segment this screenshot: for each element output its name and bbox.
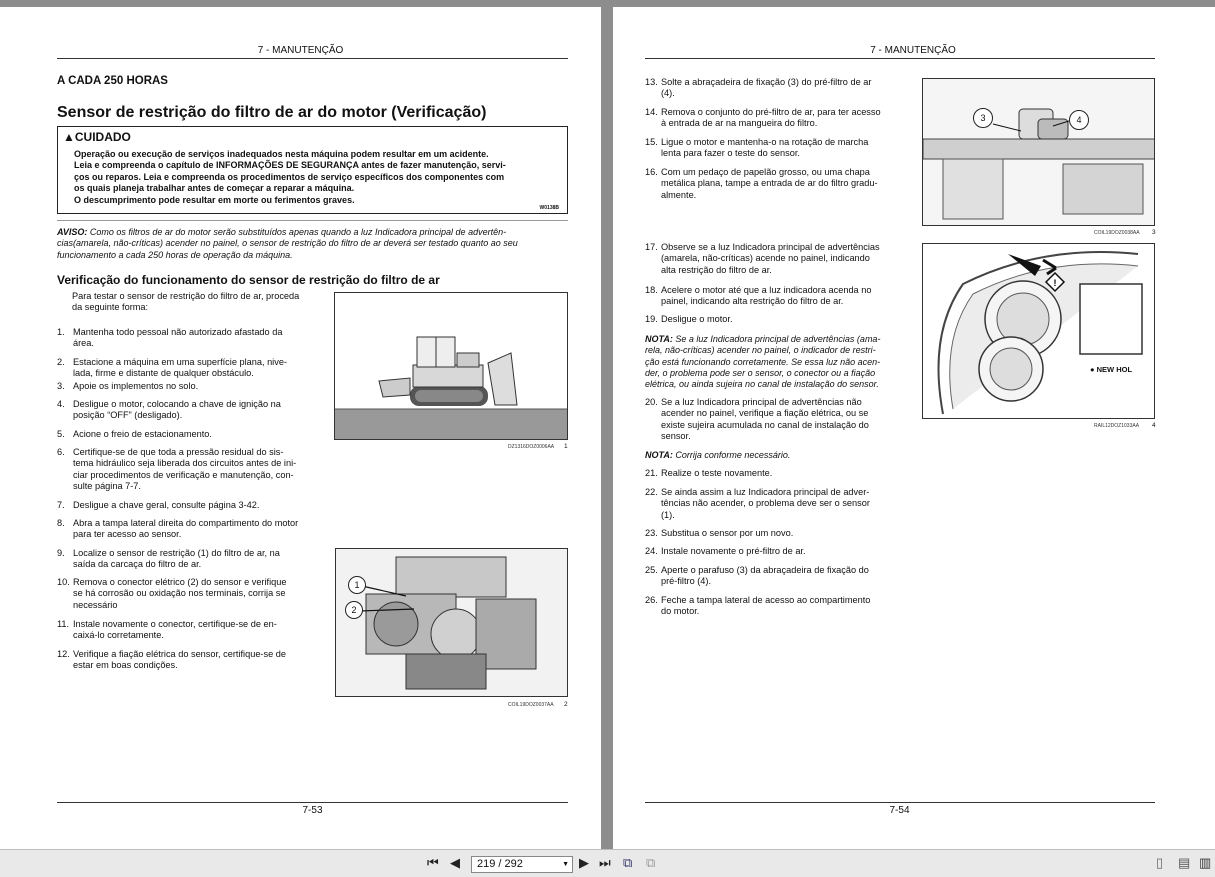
step-text: Solte a abraçadeira de fixação (3) do pré-filtro de ar (4). (661, 77, 872, 99)
first-page-icon[interactable]: ⏮ (427, 855, 439, 870)
step-number: 25. (645, 565, 658, 575)
step-text: Acione o freio de estacionamento. (73, 429, 212, 439)
nota-2: NOTA: Corrija conforme necessário. (645, 450, 791, 460)
figure-4-dashboard (922, 243, 1155, 419)
nota-1: NOTA: Se a luz Indicadora principal de advertências (ama- rela, não-críticas) acender no painel, o indicador de restri- ção está funcionando corretamente. Se essa luz não acen- der, o problema pode ser o sensor, o conector ou a fiação elétrica, ou ainda sujeira no canal de instalação do sensor. (645, 334, 881, 390)
header-rule (57, 58, 568, 59)
page-title: Sensor de restrição do filtro de ar do motor (Verificação) (57, 104, 487, 121)
figure-2-code: COIL19DOZ0037AA (508, 702, 554, 708)
step-number: 24. (645, 546, 658, 556)
copy-page-icon[interactable]: ⧉ (646, 855, 656, 870)
step-number: 22. (645, 487, 658, 497)
dropdown-icon: ▼ (562, 861, 569, 868)
subheading: Verificação do funcionamento do sensor de restrição do filtro de ar (57, 273, 440, 287)
step-number: 15. (645, 137, 658, 147)
step-number: 3. (57, 381, 65, 391)
step-text: Desligue a chave geral, consulte página 3-42. (73, 500, 260, 510)
step-number: 5. (57, 429, 65, 439)
dashboard-illustration (923, 244, 1155, 419)
step-number: 7. (57, 500, 65, 510)
callout-2: 2 (345, 601, 363, 619)
header-rule (645, 58, 1155, 59)
figure-1-dozer (334, 292, 568, 440)
next-page-icon[interactable]: ▶ (579, 855, 589, 870)
step-text: Certifique-se de que toda a pressão residual do sis- tema hidráulico seja liberada dos circuitos antes de ini- ciar procedimentos de verificação e manutenção, con- sulte página 7-7. (73, 447, 297, 491)
step-number: 4. (57, 399, 65, 409)
page-header: 7 - MANUTENÇÃO (257, 45, 344, 56)
intro-text: Para testar o sensor de restrição do filtro de ar, proceda da seguinte forma: (72, 291, 300, 313)
step-text: Desligue o motor, colocando a chave de ignição na posição “OFF” (desligado). (73, 399, 281, 421)
step-number: 21. (645, 468, 658, 478)
caution-heading: ▲CUIDADO (63, 130, 131, 144)
step-number: 18. (645, 285, 658, 295)
figure-3-prefilter (922, 78, 1155, 226)
figure-1-code: DZ1316DOZ0006AA (508, 444, 555, 450)
step-number: 16. (645, 167, 658, 177)
step-number: 20. (645, 397, 658, 407)
engine-illustration (336, 549, 568, 697)
step-text: Desligue o motor. (661, 314, 733, 324)
rotate-page-icon[interactable]: ⧉ (623, 855, 633, 870)
step-text: Remova o conjunto do pré-filtro de ar, para ter acesso à entrada de ar na mangueira do filtro. (661, 107, 881, 129)
single-page-view-icon[interactable]: ▯ (1156, 855, 1164, 870)
prev-page-icon[interactable]: ◀ (450, 855, 460, 870)
step-number: 2. (57, 357, 65, 367)
step-number: 26. (645, 595, 658, 605)
step-text: Se a luz Indicadora principal de advertências não acender no painel, verifique a fiação elétrica, ou se existe sujeira acumulada no canal de instalação do sensor. (661, 397, 869, 441)
figure-2-engine (335, 548, 568, 697)
page-select[interactable]: 219 / 292 ▼ (471, 856, 573, 873)
two-page-view-icon[interactable]: ▥ (1199, 855, 1212, 870)
step-number: 9. (57, 548, 65, 558)
prefilter-illustration (923, 79, 1155, 226)
page-number: 7-53 (302, 805, 323, 816)
step-text: Estacione a máquina em uma superfície plana, nive- lada, firme e distante de qualquer obstáculo. (73, 357, 287, 379)
step-text: Remova o conector elétrico (2) do sensor e verifique se há corrosão ou oxidação nos terminais, corrija se necessário (73, 577, 287, 610)
step-number: 6. (57, 447, 65, 457)
section-heading: A CADA 250 HORAS (57, 75, 168, 87)
figure-4-code: RAIL12DOZ1033AA (1094, 423, 1140, 429)
step-text: Feche a tampa lateral de acesso ao compartimento do motor. (661, 595, 871, 617)
step-text: Ligue o motor e mantenha-o na rotação de marcha lenta para fazer o teste do sensor. (661, 137, 869, 159)
figure-1-number: 1 (564, 443, 568, 450)
callout-1: 1 (348, 576, 366, 594)
step-number: 12. (57, 649, 70, 659)
page-number: 7-54 (889, 805, 910, 816)
page-header: 7 - MANUTENÇÃO (870, 45, 956, 56)
caution-code: W0138B (539, 205, 559, 211)
step-text: Aperte o parafuso (3) da abraçadeira de fixação do pré-filtro (4). (661, 565, 869, 587)
step-number: 13. (645, 77, 658, 87)
left-page (0, 7, 601, 849)
brand-logo-text: ● NEW HOL (1090, 365, 1133, 374)
step-text: Instale novamente o conector, certifique-se de en- caixá-lo corretamente. (73, 619, 277, 641)
callout-4: 4 (1069, 110, 1089, 130)
figure-3-number: 3 (1152, 229, 1156, 236)
dozer-illustration (335, 293, 568, 440)
right-page (613, 7, 1215, 849)
footer-rule (645, 802, 1155, 803)
step-text: Apoie os implementos no solo. (73, 381, 199, 391)
step-text: Abra a tampa lateral direita do compartimento do motor para ter acesso ao sensor. (73, 518, 299, 540)
step-number: 10. (57, 577, 70, 587)
step-text: Realize o teste novamente. (661, 468, 773, 478)
footer-rule (57, 802, 568, 803)
step-text: Com um pedaço de papelão grosso, ou uma chapa metálica plana, tampe a entrada de ar do filtro gradu- almente. (661, 167, 878, 200)
step-text: Verifique a fiação elétrica do sensor, certifique-se de estar em boas condições. (73, 649, 286, 671)
warning-triangle-icon: ▲ (63, 130, 75, 144)
step-number: 8. (57, 518, 65, 528)
step-number: 1. (57, 327, 65, 337)
continuous-view-icon[interactable]: ▤ (1178, 855, 1191, 870)
step-text: Se ainda assim a luz Indicadora principal de adver- tências não acender, o problema deve ser o sensor (1). (661, 487, 870, 520)
viewer-toolbar (0, 849, 1215, 877)
step-text: Localize o sensor de restrição (1) do filtro de ar, na saída da carcaça do filtro de ar. (73, 548, 280, 570)
step-text: Acelere o motor até que a luz indicadora acenda no painel, indicando alta restrição do filtro de ar. (661, 285, 872, 307)
step-number: 19. (645, 314, 658, 324)
step-number: 17. (645, 242, 658, 252)
step-text: Instale novamente o pré-filtro de ar. (661, 546, 806, 556)
figure-3-code: COIL19DOZ0038AA (1094, 230, 1140, 236)
callout-3: 3 (973, 108, 993, 128)
last-page-icon[interactable]: ⏭ (599, 855, 611, 870)
caution-text: Operação ou execução de serviços inadequados nesta máquina podem resultar em um acidente. Leia e compreenda o capítulo de INFORMAÇÕES DE SEGURANÇA antes de fazer manutenção, servi- ços ou reparos. Leia e compreenda os procedimentos de serviço específicos dos componentes com os quais planeja trabalhar antes de começar a reparar a máquina. O descumprimento pode resultar em morte ou ferimentos graves. (74, 149, 506, 205)
step-number: 23. (645, 528, 658, 538)
figure-2-number: 2 (564, 701, 568, 708)
step-text: Substitua o sensor por um novo. (661, 528, 794, 538)
aviso-note: AVISO: Como os filtros de ar do motor serão substituídos apenas quando a luz Indicadora principal de advertên- cias(amarela, não-críticas) acender no painel, o sensor de restrição do filtro de ar deverá ser testado quanto ao seu funcionamento a cada 250 horas de operação da máquina. (57, 227, 518, 260)
divider (57, 220, 568, 221)
figure-4-number: 4 (1152, 422, 1156, 429)
caution-box (57, 126, 568, 214)
step-number: 11. (57, 619, 70, 629)
step-number: 14. (645, 107, 658, 117)
svg-text:!: ! (1053, 278, 1057, 288)
step-text: Mantenha todo pessoal não autorizado afastado da área. (73, 327, 283, 349)
step-text: Observe se a luz Indicadora principal de advertências (amarela, não-críticas) acende no painel, indicando alta restrição do filtro de ar. (661, 242, 880, 275)
